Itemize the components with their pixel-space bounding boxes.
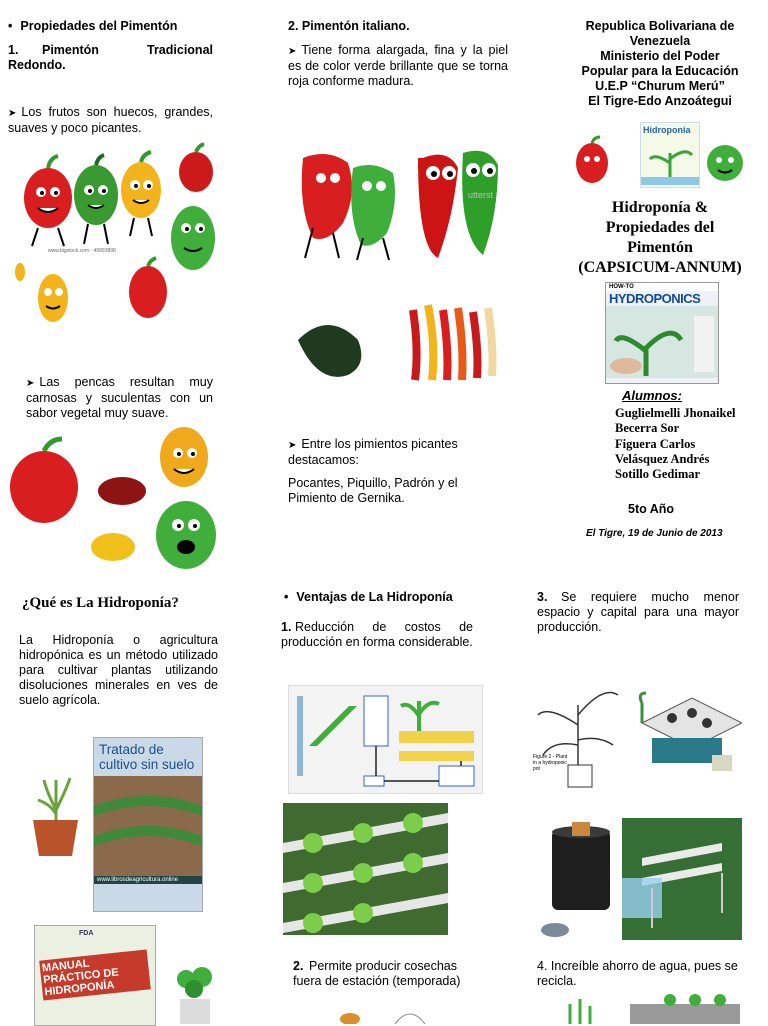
header-line: Popular para la Educación xyxy=(581,64,739,78)
peppers-cartoon-image-2 xyxy=(8,425,223,575)
hydroponic-system-diagram xyxy=(288,685,483,794)
students-label: Alumnos: xyxy=(622,388,682,403)
paragraph-frutos: ➤ Los frutos son huecos, grandes, suaves y poco picantes. xyxy=(8,105,213,136)
subtitle-number: 1. xyxy=(8,43,19,57)
cover-title xyxy=(565,198,755,278)
advantage-number: 2. xyxy=(293,959,304,973)
school-header xyxy=(565,19,755,109)
paragraph-pencas: ➤ Las pencas resultan muy carnosas y suculentas con un sabor vegetal muy suave. xyxy=(26,375,213,421)
bottom-small-image xyxy=(335,1005,445,1024)
title-line: Pimentón xyxy=(627,239,693,256)
potted-plant-image xyxy=(28,770,83,860)
student-name: Guglielmelli Jhonaikel xyxy=(615,406,736,420)
header-line: U.E.P “Churum Merú” xyxy=(595,79,725,93)
stock-watermark-2: utterst xyxy=(468,190,494,200)
paragraph-ventaja-4: 4. Increíble ahorro de agua, pues se recicla. xyxy=(537,959,738,988)
advantage-number: 3. xyxy=(537,590,548,604)
hydroponic-tray-system xyxy=(632,683,742,783)
section-heading-ventajas: • Ventajas de La Hidroponía xyxy=(284,590,484,605)
italian-peppers-cartoon-image xyxy=(283,138,515,268)
book-title: HYDROPONICS xyxy=(609,291,701,306)
title-line: (CAPSICUM-ANNUM) xyxy=(578,259,742,276)
title-line: Hidroponía & xyxy=(611,199,709,216)
book-tratado-cultivo xyxy=(93,737,203,912)
subtitle-redondo-text: Pimentón Tradicional Redondo. xyxy=(8,43,213,72)
book1-title: Tratado de cultivo sin suelo xyxy=(99,742,195,772)
green-pepper-icon xyxy=(704,138,746,183)
date-label: El Tigre, 19 de Junio de 2013 xyxy=(586,528,723,539)
paragraph-ventaja-3: Se requiere mucho menor espacio y capital para una mayor producción. xyxy=(537,590,739,634)
paragraph-picantes: ➤ Entre los pimientos picantes destacamos: xyxy=(288,437,488,468)
grade-label: 5to Año xyxy=(628,502,675,516)
student-name: Sotillo Gedimar xyxy=(615,467,701,482)
paragraph-italiano: ➤ Tiene forma alargada, fina y la piel es de color verde brillante que se torna roja conforme madura. xyxy=(288,43,508,89)
bottom-hydroponic-image xyxy=(560,990,745,1024)
section-heading-propiedades: • Propiedades del Pimentón xyxy=(8,19,248,34)
plant-cup-image xyxy=(168,965,223,1024)
book-top: HOW-TO xyxy=(606,283,718,291)
book2-title: MANUAL PRÁCTICO DE HIDROPONÍA xyxy=(39,949,151,1000)
book-manual-hidroponia xyxy=(34,925,156,1026)
logo-text: Hidroponia xyxy=(643,125,691,135)
peppers-cartoon-image xyxy=(8,140,223,340)
paragraph-ventaja-2: Permite producir cosechas fuera de estación (temporada) xyxy=(293,959,461,988)
hot-peppers-photo xyxy=(283,290,515,390)
section-heading-que-es: ¿Qué es La Hidroponía? xyxy=(22,595,179,611)
hydroponics-book-cover xyxy=(605,282,719,384)
student-name: Figuera Carlos xyxy=(615,436,696,451)
header-line: Republica Bolivariana de Venezuela xyxy=(585,19,735,48)
paragraph-definicion: La Hidroponía o agricultura hidropónica es un método utilizado para cultivar plantas utilizando disoluciones minerales en ves de suelo agrícola. xyxy=(19,633,218,707)
red-pepper-icon xyxy=(570,135,615,185)
student-name: Becerra Sor xyxy=(615,421,680,436)
student-name: Velásquez Andrés xyxy=(615,451,710,466)
hydroponic-pipes-photo xyxy=(283,803,448,935)
hidroponia-logo xyxy=(640,122,700,188)
header-line: Ministerio del Poder xyxy=(600,49,720,63)
title-line: Propiedades del xyxy=(605,219,715,236)
paragraph-variedades: Pocantes, Piquillo, Padrón y el Pimiento de Gernika. xyxy=(288,476,458,505)
header-line: El Tigre-Edo Anzoátegui xyxy=(588,94,732,108)
book1-url: www.librosdeagricultura.online xyxy=(94,876,202,884)
students-list xyxy=(615,406,736,482)
stock-watermark: www.bigstock.com · 45893898 xyxy=(48,248,116,254)
figure-caption: Figure 2 - Plant in a hydroponic pot xyxy=(533,754,568,772)
advantage-number: 1. xyxy=(281,620,292,634)
bucket-hydroponic-image xyxy=(540,820,620,944)
paragraph-ventaja-1: Reducción de costos de producción en forma considerable. xyxy=(281,620,473,649)
subtitle-italiano: 2. Pimentón italiano. xyxy=(288,19,410,33)
book2-brand: FDA xyxy=(79,930,94,937)
plant-in-pot-diagram xyxy=(530,655,625,795)
hydroponic-table-photo xyxy=(622,818,742,940)
